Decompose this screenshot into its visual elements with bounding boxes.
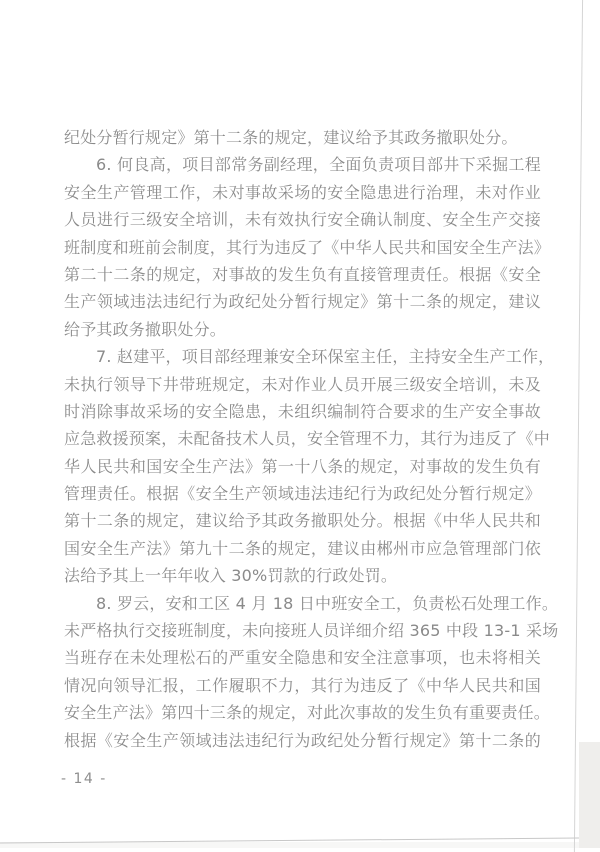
- text-line: 时消除事故采场的安全隐患，未组织编制符合要求的生产安全事故: [64, 398, 541, 425]
- text-line: 根据《安全生产领域违法违纪行为政纪处分暂行规定》第十二条的: [64, 727, 541, 754]
- text-line: 生产领域违法违纪行为政纪处分暂行规定》第十二条的规定，建议: [64, 288, 541, 315]
- scan-background-corner: [579, 742, 600, 848]
- text-line: 人员进行三级安全培训，未有效执行安全确认制度、安全生产交接: [64, 206, 541, 233]
- text-line: 法给予其上一年年收入 30%罚款的行政处罚。: [64, 562, 541, 589]
- text-line: 华人民共和国安全生产法》第一十八条的规定，对事故的发生负有: [64, 453, 541, 480]
- text-line: 当班存在未处理松石的严重安全隐患和安全注意事项，也未将相关: [64, 644, 541, 671]
- text-line: 第十二条的规定，建议给予其政务撤职处分。根据《中华人民共和: [64, 507, 541, 534]
- page-number: - 14 -: [61, 771, 107, 787]
- text-line: 第二十二条的规定，对事故的发生负有直接管理责任。根据《安全: [64, 261, 541, 288]
- text-line: 7. 赵建平，项目部经理兼安全环保室主任，主持安全生产工作，: [64, 343, 541, 370]
- scan-background-bottom: [0, 842, 600, 848]
- text-line: 纪处分暂行规定》第十二条的规定，建议给予其政务撤职处分。: [64, 124, 541, 151]
- text-line: 未严格执行交接班制度，未向接班人员详细介绍 365 中段 13-1 采场: [64, 617, 541, 644]
- text-line: 给予其政务撤职处分。: [64, 316, 541, 343]
- text-line: 未执行领导下井带班规定，未对作业人员开展三级安全培训，未及: [64, 371, 541, 398]
- text-line: 8. 罗云，安和工区 4 月 18 日中班安全工，负责松石处理工作。: [64, 590, 541, 617]
- text-line: 安全生产管理工作，未对事故采场的安全隐患进行治理，未对作业: [64, 179, 541, 206]
- paper-edge-right: [574, 0, 583, 852]
- document-body: [64, 124, 541, 754]
- text-line: 应急救援预案，未配备技术人员，安全管理不力，其行为违反了《中: [64, 425, 541, 452]
- text-line: 管理责任。根据《安全生产领域违法违纪行为政纪处分暂行规定》: [64, 480, 541, 507]
- text-line: 6. 何良高，项目部常务副经理，全面负责项目部井下采掘工程: [64, 151, 541, 178]
- text-line: 国安全生产法》第九十二条的规定，建议由郴州市应急管理部门依: [64, 535, 541, 562]
- text-line: 班制度和班前会制度，其行为违反了《中华人民共和国安全生产法》: [64, 234, 541, 261]
- text-line: 情况向领导汇报，工作履职不力，其行为违反了《中华人民共和国: [64, 672, 541, 699]
- text-line: 安全生产法》第四十三条的规定，对此次事故的发生负有重要责任。: [64, 699, 541, 726]
